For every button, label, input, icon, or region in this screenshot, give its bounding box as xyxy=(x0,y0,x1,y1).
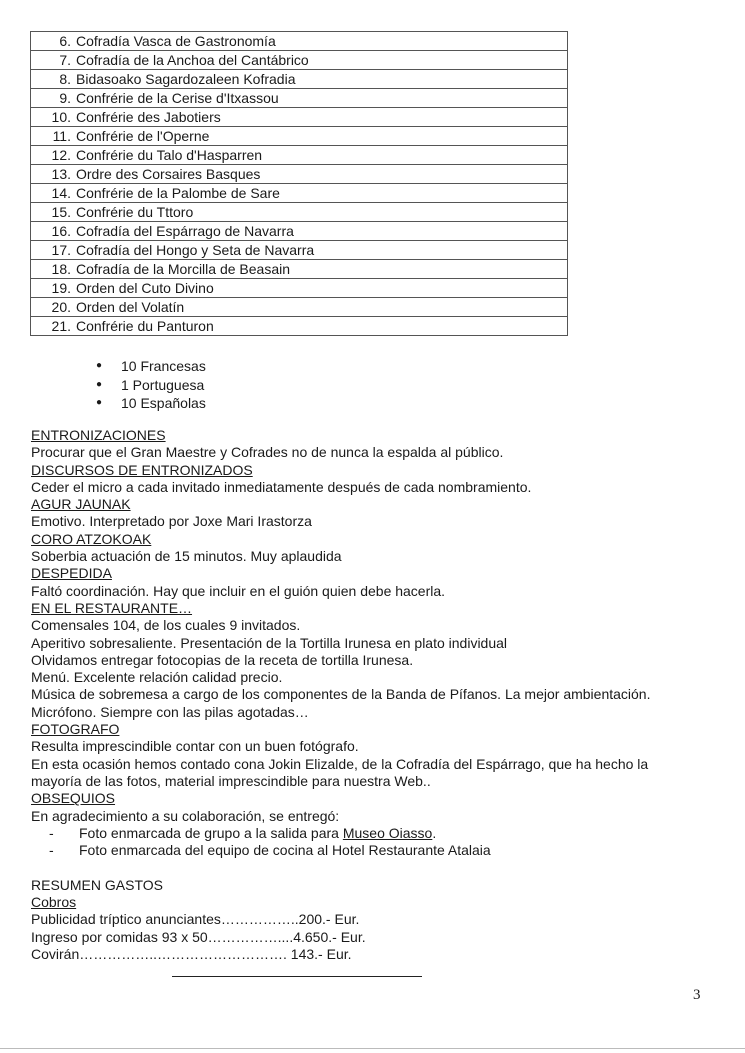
cofradia-name: Confrérie de l'Operne xyxy=(74,127,568,146)
row-number: 12. xyxy=(31,146,75,165)
cofradia-name: Confrérie de la Palombe de Sare xyxy=(74,184,568,203)
dash-marker: - xyxy=(49,824,54,841)
table-row xyxy=(31,70,568,89)
section-heading-despedida: DESPEDIDA xyxy=(31,565,112,582)
table-row xyxy=(31,241,568,260)
cobros-heading: Cobros xyxy=(31,894,77,911)
cobro-line: Ingreso por comidas 93 x 50……………....4.650.- Eur. xyxy=(31,928,366,945)
row-number: 15. xyxy=(31,203,75,222)
paragraph-line: Comensales 104, de los cuales 9 invitados. xyxy=(31,617,301,634)
cofradia-name: Cofradía del Hongo y Seta de Navarra xyxy=(74,241,568,260)
horizontal-rule xyxy=(172,976,422,977)
row-number: 19. xyxy=(31,279,75,298)
report-body xyxy=(31,427,721,859)
paragraph-line: En agradecimiento a su colaboración, se entregó: xyxy=(31,807,340,824)
cofradia-name: Confrérie des Jabotiers xyxy=(74,108,568,127)
table-row xyxy=(31,298,568,317)
table-row xyxy=(31,165,568,184)
bullet-dot-icon: ● xyxy=(96,397,103,408)
table-row xyxy=(31,32,568,51)
dash-marker: - xyxy=(49,842,54,859)
row-number: 20. xyxy=(31,298,75,317)
row-number: 11. xyxy=(31,127,75,146)
cofradia-name: Cofradía de la Morcilla de Beasain xyxy=(74,260,568,279)
bullet-dot-icon: ● xyxy=(96,360,103,371)
table-row xyxy=(31,260,568,279)
resumen-title: RESUMEN GASTOS xyxy=(31,877,163,893)
paragraph-line: Procurar que el Gran Maestre y Cofrades no de nunca la espalda al público. xyxy=(31,444,504,461)
item-text: Foto enmarcada del equipo de cocina al Hotel Restaurante Atalaia xyxy=(79,842,491,859)
bullet-item: ● 1 Portuguesa xyxy=(96,376,205,393)
row-number: 8. xyxy=(31,70,75,89)
row-number: 14. xyxy=(31,184,75,203)
paragraph-line: Ceder el micro a cada invitado inmediatamente después de cada nombramiento. xyxy=(31,478,532,495)
section-heading-coro: CORO ATZOKOAK xyxy=(31,530,152,547)
dash-list-item: - Foto enmarcada de grupo a la salida para Museo Oiasso. xyxy=(49,824,437,841)
row-number: 16. xyxy=(31,222,75,241)
paragraph-line: Soberbia actuación de 15 minutos. Muy aplaudida xyxy=(31,548,342,565)
table-row xyxy=(31,127,568,146)
page-edge xyxy=(0,1048,745,1049)
cofradia-name: Cofradía Vasca de Gastronomía xyxy=(74,32,568,51)
row-number: 18. xyxy=(31,260,75,279)
table-row xyxy=(31,108,568,127)
row-number: 7. xyxy=(31,51,75,70)
row-number: 6. xyxy=(31,32,75,51)
page-number: 3 xyxy=(693,987,701,1003)
cofradia-name: Confrérie du Talo d'Hasparren xyxy=(74,146,568,165)
cobro-line: Covirán……………..………………………. 143.- Eur. xyxy=(31,945,352,962)
section-heading-discursos: DISCURSOS DE ENTRONIZADOS xyxy=(31,461,253,478)
section-heading-restaurante: EN EL RESTAURANTE… xyxy=(31,599,193,616)
table-row xyxy=(31,203,568,222)
resumen-gastos xyxy=(31,877,431,963)
cobro-line: Publicidad tríptico anunciantes……………..200.- Eur. xyxy=(31,911,360,928)
cofradia-name: Ordre des Corsaires Basques xyxy=(74,165,568,184)
paragraph-line: Resulta imprescindible contar con un buen fotógrafo. xyxy=(31,738,359,755)
section-heading-fotografo: FOTOGRAFO xyxy=(31,721,120,738)
bullet-item: ● 10 Francesas xyxy=(96,358,206,374)
cofradia-name: Confrérie du Tttoro xyxy=(74,203,568,222)
cofradia-name: Confrérie de la Cerise d'Itxassou xyxy=(74,89,568,108)
row-number: 10. xyxy=(31,108,75,127)
bullet-list xyxy=(96,357,206,413)
row-number: 21. xyxy=(31,317,75,336)
museo-oiasso-link[interactable]: Museo Oiasso xyxy=(342,824,433,841)
row-number: 13. xyxy=(31,165,75,184)
row-number: 9. xyxy=(31,89,75,108)
bullet-dot-icon: ● xyxy=(96,378,103,390)
table-row xyxy=(31,279,568,298)
cofradia-name: Confrérie du Panturon xyxy=(74,317,568,336)
paragraph-line: Menú. Excelente relación calidad precio. xyxy=(31,669,283,686)
paragraph-line: Música de sobremesa a cargo de los componentes de la Banda de Pífanos. La mejor ambientación. xyxy=(31,686,651,703)
table-row xyxy=(31,184,568,203)
section-heading-entronizaciones: ENTRONIZACIONES xyxy=(31,427,166,443)
table-row xyxy=(31,89,568,108)
section-heading-obsequios: OBSEQUIOS xyxy=(31,790,116,807)
row-number: 17. xyxy=(31,241,75,260)
paragraph-line: Aperitivo sobresaliente. Presentación de la Tortilla Irunesa en plato individual xyxy=(31,634,508,651)
cofradias-table xyxy=(30,31,568,336)
paragraph-line: mayoría de las fotos, material imprescindible para nuestra Web.. xyxy=(31,772,431,789)
table-row xyxy=(31,317,568,336)
bullet-item: ● 10 Españolas xyxy=(96,395,206,411)
paragraph-line: Emotivo. Interpretado por Joxe Mari Irastorza xyxy=(31,513,312,530)
table-row xyxy=(31,222,568,241)
cofradia-name: Cofradía del Espárrago de Navarra xyxy=(74,222,568,241)
section-heading-agur-jaunak: AGUR JAUNAK xyxy=(31,496,131,513)
paragraph-line: Micrófono. Siempre con las pilas agotadas… xyxy=(31,703,309,720)
paragraph-line: Faltó coordinación. Hay que incluir en el guión quien debe hacerla. xyxy=(31,582,446,599)
cofradia-name: Orden del Cuto Divino xyxy=(74,279,568,298)
table-row xyxy=(31,51,568,70)
paragraph-line: En esta ocasión hemos contado cona Jokin Elizalde, de la Cofradía del Espárrago, que ha hecho la xyxy=(31,755,649,772)
table-row xyxy=(31,146,568,165)
cofradia-name: Cofradía de la Anchoa del Cantábrico xyxy=(74,51,568,70)
cofradia-name: Orden del Volatín xyxy=(74,298,568,317)
dash-list-item xyxy=(31,842,721,859)
paragraph-line: Olvidamos entregar fotocopias de la receta de tortilla Irunesa. xyxy=(31,651,414,668)
item-text: Foto enmarcada de grupo a la salida para xyxy=(79,824,343,841)
cofradia-name: Bidasoako Sagardozaleen Kofradia xyxy=(74,70,568,89)
